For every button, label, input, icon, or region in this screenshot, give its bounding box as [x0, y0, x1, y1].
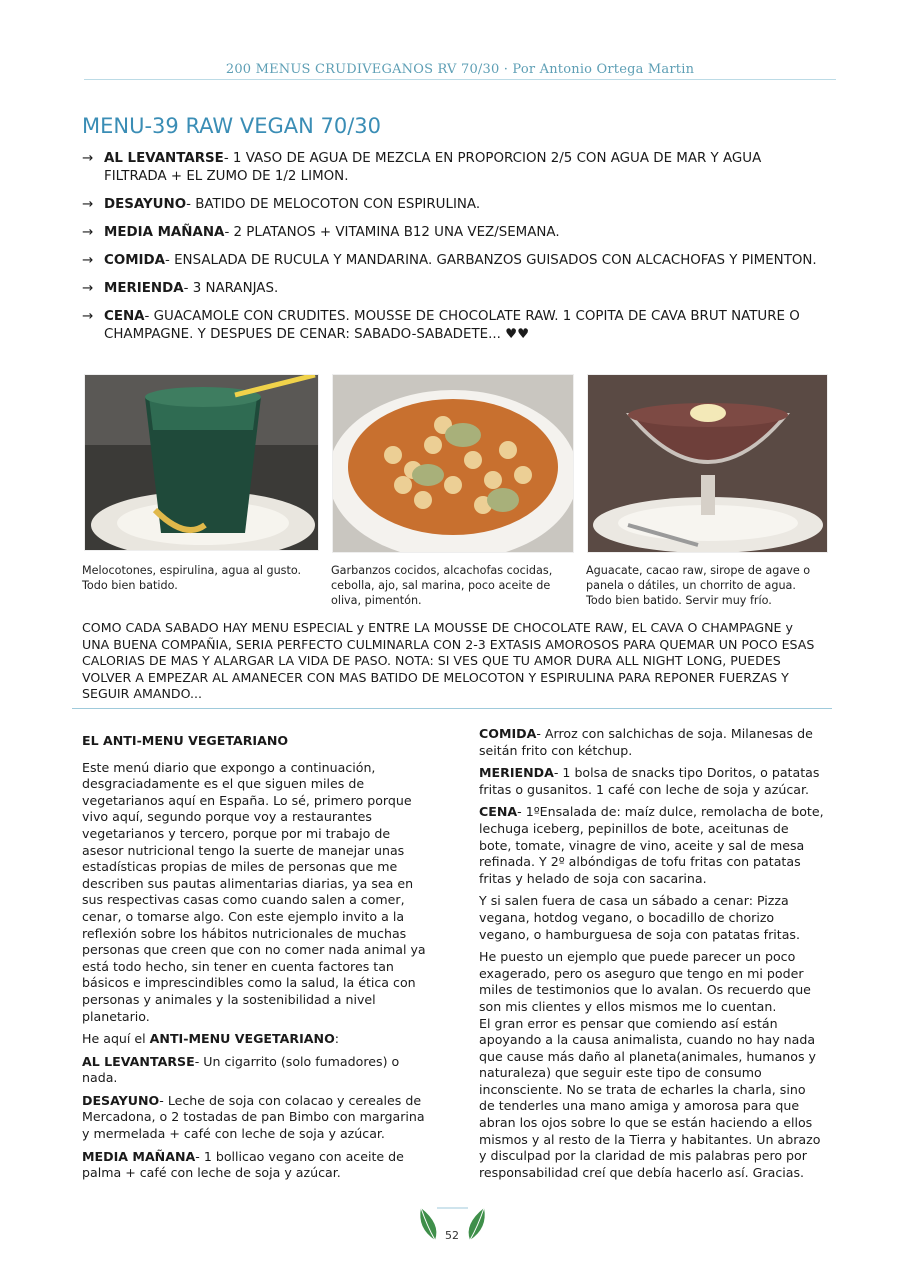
mousse-illustration: [588, 375, 827, 552]
special-note: COMO CADA SABADO HAY MENU ESPECIAL y ENTRE LA MOUSSE DE CHOCOLATE RAW, EL CAVA O CHAMPAGNE y UNA BUENA COMPAÑIA, SERIA PERFECTO CULMINARLA CON 2-3 EXTASIS AMOROSOS PARA QUEMAR UN POCO ESAS CALORIAS DE MAS Y ALARGAR LA VIDA DE PASO. NOTA: SI VES QUE TU AMOR DURA ALL NIGHT LONG, PUEDES VOLVER A EMPEZAR AL AMANECER CON MAS BATIDO DE MELOCOTON Y ESPIRULINA PARA REPONER FUERZAS Y SEGUIR AMANDO...: [82, 620, 815, 701]
arrow-icon: →: [82, 253, 94, 268]
anti-item-text: - Leche de soja con colacao y cereales de Mercadona, o 2 tostadas de pan Bimbo con margarina y mermelada + café con leche de soja y azúcar.: [82, 1092, 425, 1142]
anti-item-text: - 1 bolsa de snacks tipo Doritos, o patatas fritas o gusanitos. 1 café con leche de soja y azúcar.: [479, 765, 820, 797]
anti-item-label: MERIENDA: [479, 765, 554, 781]
anti-menu-item-comida: [479, 726, 825, 759]
lead-in-suffix: :: [334, 1031, 340, 1047]
arrow-icon: →: [82, 197, 94, 212]
anti-item-label: AL LEVANTARSE: [82, 1053, 195, 1069]
anti-item-text: - 1 bollicao vegano con aceite de palma + café con leche de soja y azúcar.: [82, 1148, 404, 1181]
anti-item-label: COMIDA: [479, 726, 537, 741]
anti-menu-closing: [479, 949, 825, 1181]
photo-caption: Garbanzos cocidos, alcachofas cocidas, cebolla, ajo, sal marina, poco aceite de oliva, pimentón.: [331, 564, 553, 607]
menu-item-text: - ENSALADA DE RUCULA Y MANDARINA. GARBANZOS GUISADOS CON ALCACHOFAS Y PIMENTON.: [165, 253, 817, 268]
menu-list: [82, 150, 822, 354]
anti-menu-item-cena: [479, 804, 825, 887]
menu-item-label: CENA: [104, 309, 145, 324]
menu-item-desayuno: [82, 196, 822, 214]
header-divider: [84, 79, 836, 80]
arrow-icon: →: [82, 151, 94, 166]
menu-item-label: MEDIA MAÑANA: [104, 225, 225, 240]
anti-item-label: MEDIA MAÑANA: [82, 1148, 196, 1164]
arrow-icon: →: [82, 281, 94, 296]
closing-paragraph-1: He puesto un ejemplo que puede parecer un poco exagerado, pero os aseguro que tengo en mi poder miles de testimonios que lo avalan. Os recuerdo que son mis clientes y ellos mismos me lo cuentan.: [479, 949, 811, 1014]
photo-caption: Melocotones, espirulina, agua al gusto. Todo bien batido.: [82, 564, 302, 592]
menu-title: MENU-39 RAW VEGAN 70/30: [82, 114, 382, 138]
menu-item-media-manana: [82, 224, 822, 242]
photo-smoothie: [84, 374, 319, 551]
anti-item-text: - Arroz con salchichas de soja. Milanesas de seitán frito con kétchup.: [479, 726, 813, 758]
menu-item-merienda: [82, 280, 822, 298]
photo-caption: Aguacate, cacao raw, sirope de agave o panela o dátiles, un chorrito de agua. Todo bien batido. Servir muy frío.: [586, 564, 811, 607]
anti-menu-item-merienda: [479, 765, 825, 798]
anti-menu-item-desayuno: [82, 1093, 428, 1143]
closing-paragraph-2: El gran error es pensar que comiendo así están apoyando a la causa animalista, cuando no hay nada que cause más daño al planeta(animales, humanos y naturaleza) que seguir este tipo de consumo inconsciente. No se trata de echarles la charla, sino de tenderles una mano amiga y amorosa para que abran los ojos sobre lo que se están haciendo a ellos mismos y al resto de la Tierra y habitantes. Un abrazo y disculpad por la claridad de mis palabras pero por responsabilidad creí que debía hacerlo así. Gracias.: [479, 1015, 821, 1180]
photo-chickpeas: [332, 374, 574, 553]
menu-item-comida: [82, 252, 822, 270]
anti-item-text: - 1ºEnsalada de: maíz dulce, remolacha de bote, lechuga iceberg, pepinillos de bote, aceitunas de bote, tomate, vinagre de vino, aceite y sal de mesa refinada. Y 2º albóndigas de tofu fritas con patatas fritas y helado de soja con sacarina.: [479, 804, 824, 886]
menu-item-al-levantarse: [82, 150, 822, 186]
menu-item-label: AL LEVANTARSE: [104, 151, 224, 166]
anti-item-label: CENA: [479, 804, 518, 820]
arrow-icon: →: [82, 225, 94, 240]
lead-in-prefix: He aquí el: [82, 1031, 150, 1047]
chickpeas-illustration: [333, 375, 573, 552]
anti-menu-item-al-levantarse: [82, 1054, 428, 1087]
menu-item-cena: [82, 308, 822, 344]
section-divider: [72, 708, 832, 709]
menu-item-text: - 3 NARANJAS.: [183, 281, 279, 296]
menu-item-label: MERIENDA: [104, 281, 184, 296]
anti-menu-item-media-manana: [82, 1149, 428, 1182]
menu-item-label: DESAYUNO: [104, 197, 187, 212]
anti-menu-right-column: [479, 726, 825, 1181]
anti-menu-lead-in: [82, 1031, 428, 1048]
anti-item-label: DESAYUNO: [82, 1092, 160, 1108]
menu-item-label: COMIDA: [104, 253, 165, 268]
page-number: 52: [445, 1229, 459, 1242]
menu-item-text: - 2 PLATANOS + VITAMINA B12 UNA VEZ/SEMANA.: [224, 225, 560, 240]
running-header: 200 MENUS CRUDIVEGANOS RV 70/30 · Por Antonio Ortega Martin: [225, 62, 695, 77]
menu-item-text: - GUACAMOLE CON CRUDITES. MOUSSE DE CHOCOLATE RAW. 1 COPITA DE CAVA BRUT NATURE O CHAMPAGNE. Y DESPUES DE CENAR: SABADO-SABADETE... ♥♥: [104, 309, 800, 342]
anti-item-text: - Un cigarrito (solo fumadores) o nada.: [82, 1053, 400, 1086]
anti-menu-title: EL ANTI-MENU VEGETARIANO: [82, 733, 289, 748]
photo-mousse: [587, 374, 828, 553]
anti-menu-intro: Este menú diario que expongo a continuación, desgraciadamente es el que siguen miles de vegetarianos aquí en España. Lo sé, primero porque vivo aquí, segundo porque voy a restaurantes vegetarianos y tercero, porque por mi trabajo de asesor nutricional tengo la suerte de manejar unas estadísticas propias de miles de personas que me describen sus pautas alimentarias diarias, ya sea en sus respectivas casas como cuando salen a comer, cenar, o tomarse algo. Con este ejemplo invito a la reflexión sobre los hábitos nutricionales de muchas personas que creen que con no comer nada animal ya está todo hecho, sin tener en cuenta factores tan básicos e imprescindibles como la salud, la ética con personas y animales y la sostenibilidad a nivel planetario.: [82, 759, 426, 1024]
menu-item-text: - 1 VASO DE AGUA DE MEZCLA EN PROPORCION 2/5 CON AGUA DE MAR Y AGUA FILTRADA + EL ZUMO DE 1/2 LIMON.: [104, 151, 762, 184]
arrow-icon: →: [82, 309, 94, 324]
smoothie-illustration: [85, 375, 318, 550]
anti-menu-left-column: [82, 733, 428, 1188]
anti-menu-saturday: Y si salen fuera de casa un sábado a cenar: Pizza vegana, hotdog vegano, o bocadillo de chorizo vegano, o hamburguesa de soja con patatas fritas.: [479, 893, 800, 942]
lead-in-bold: ANTI-MENU VEGETARIANO: [149, 1031, 335, 1047]
menu-item-text: - BATIDO DE MELOCOTON CON ESPIRULINA.: [186, 197, 481, 212]
